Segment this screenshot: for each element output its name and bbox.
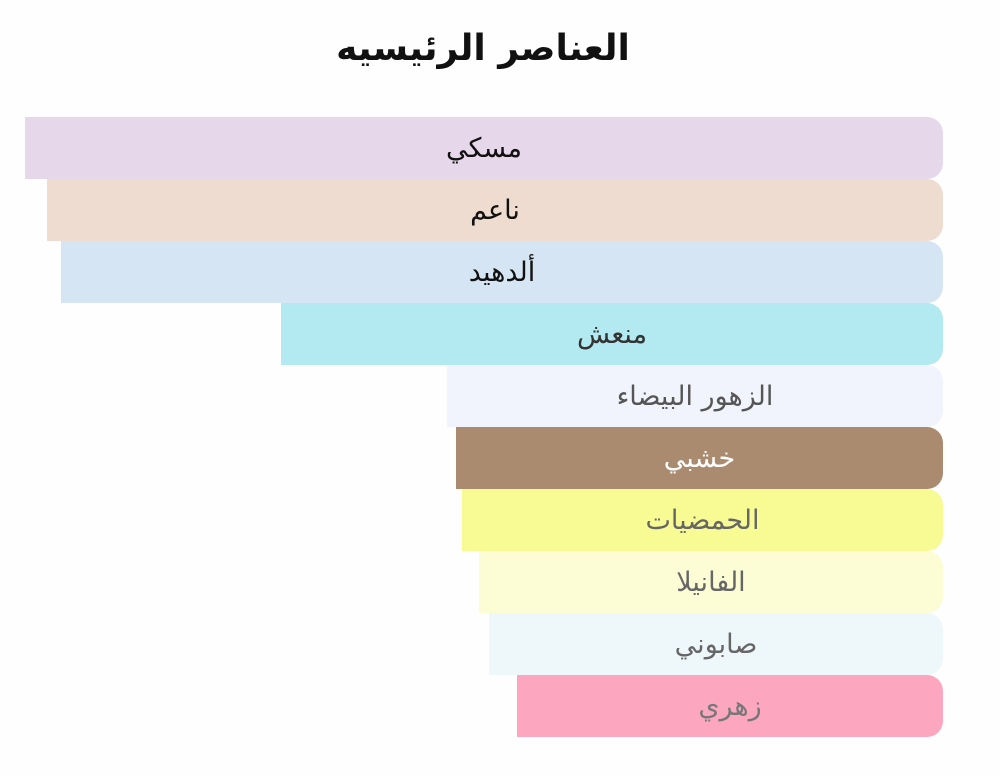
bar-label: منعش	[576, 318, 648, 350]
bar-label: صابوني	[674, 628, 758, 660]
chart-title: العناصر الرئيسيه	[336, 28, 630, 69]
bar	[456, 427, 943, 489]
bar-label: الحمضيات	[645, 504, 760, 536]
bar-label: مسكي	[446, 132, 522, 164]
bar	[25, 117, 943, 179]
bar	[479, 551, 943, 613]
bar	[447, 365, 943, 427]
bar-label: ناعم	[470, 194, 520, 226]
bar	[462, 489, 943, 551]
bar-label: خشبي	[663, 442, 736, 474]
bar-label: ألدهيد	[468, 256, 536, 288]
bar-label: الزهور البيضاء	[616, 380, 774, 412]
bar	[517, 675, 943, 737]
bar	[61, 241, 943, 303]
bar	[47, 179, 943, 241]
bar	[281, 303, 943, 365]
bar-label: زهري	[698, 690, 762, 722]
bar	[489, 613, 943, 675]
bar-label: الفانيلا	[676, 566, 746, 598]
